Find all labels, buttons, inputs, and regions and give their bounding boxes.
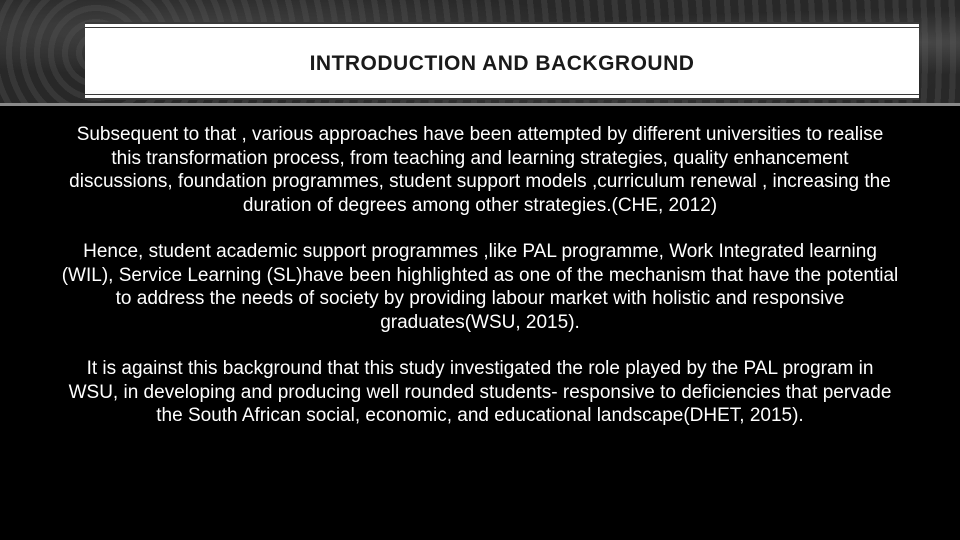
title-box xyxy=(85,22,919,100)
slide-title: INTRODUCTION AND BACKGROUND xyxy=(309,52,695,75)
body-content xyxy=(60,123,900,428)
paragraph-3: It is against this background that this study investigated the role played by the PAL program in WSU, in developing and producing well rounded students- responsive to deficiencies that pervade the South African social, economic, and educational landscape(DHET, 2015). xyxy=(68,358,892,426)
header-divider xyxy=(0,103,960,106)
paragraph-1: Subsequent to that , various approaches have been attempted by different universities to realise this transformation process, from teaching and learning strategies, quality enhancement discussions, foundation programmes, student support models ,curriculum renewal , increasing the duration of degrees among other strategies.(CHE, 2012) xyxy=(69,124,891,216)
paragraph-2: Hence, student academic support programmes ,like PAL programme, Work Integrated learning (WIL), Service Learning (SL)have been highlighted as one of the mechanism that have the potential to address the needs of society by providing labour market with holistic and responsive graduates(WSU, 2015). xyxy=(61,241,899,333)
